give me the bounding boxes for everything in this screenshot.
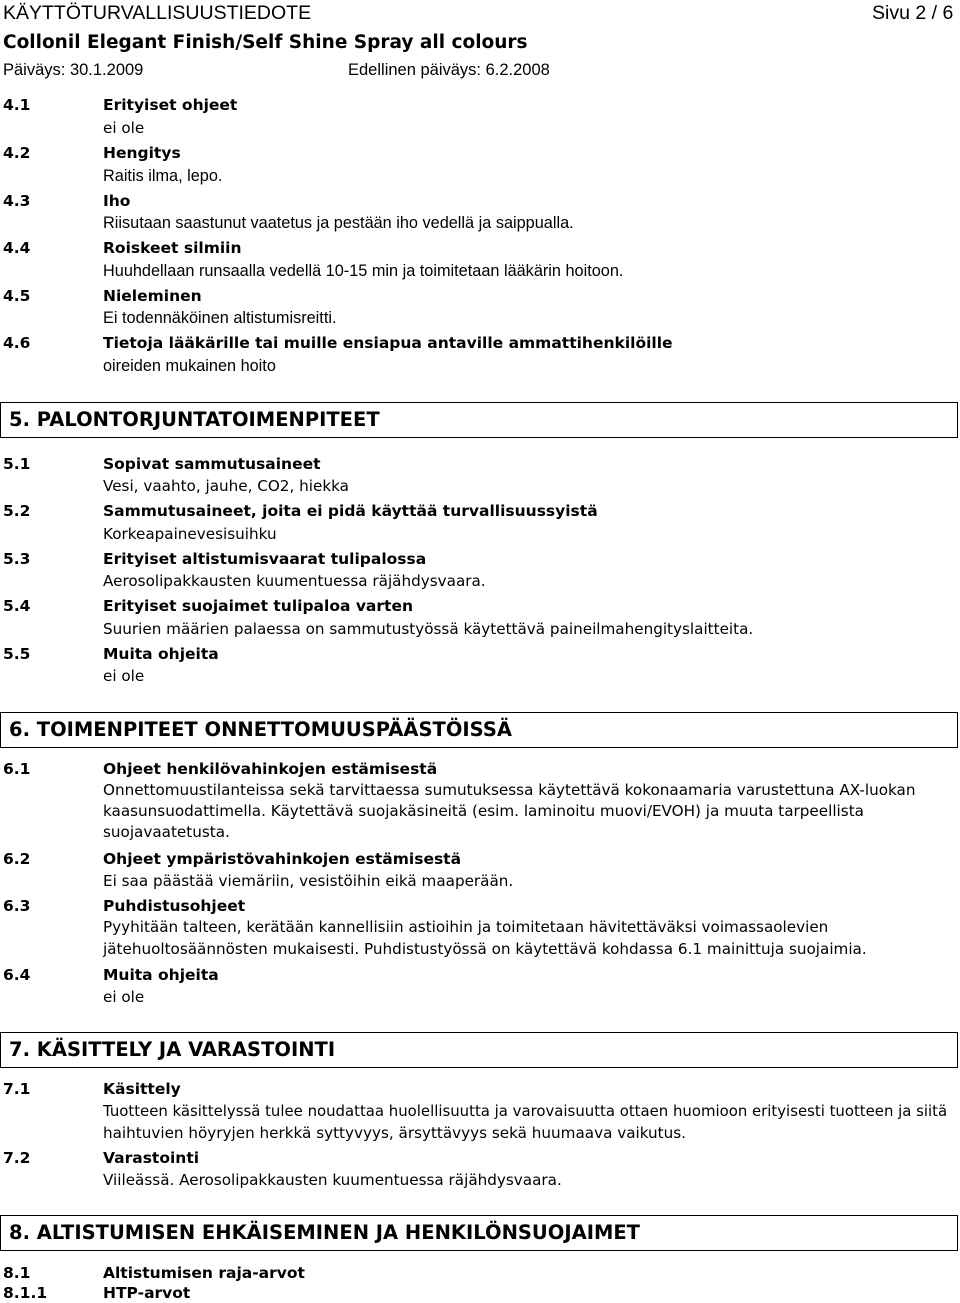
- item-number: 5.5: [3, 645, 31, 663]
- item-text: Suurien määrien palaessa on sammutustyössä käytettävä paineilmahengityslaitteita.: [103, 620, 754, 638]
- item-text: jätehuoltosäännösten mukaisesti. Puhdistustyössä on käytettävä kohdassa 6.1 mainittuja suojaimia.: [103, 940, 867, 958]
- item-text: Aerosolipakkausten kuumentuessa räjähdysvaara.: [103, 572, 486, 590]
- section-6-heading: 6. TOIMENPITEET ONNETTOMUUSPÄÄSTÖISSÄ: [9, 718, 512, 741]
- item-text: ei ole: [103, 119, 145, 137]
- item-number: 6.2: [3, 850, 31, 868]
- page-number: Sivu 2 / 6: [872, 2, 954, 24]
- item-title: Ohjeet ympäristövahinkojen estämisestä: [103, 850, 462, 868]
- section-7-heading: 7. KÄSITTELY JA VARASTOINTI: [9, 1038, 336, 1061]
- item-number: 7.2: [3, 1149, 31, 1167]
- item-text: Korkeapainevesisuihku: [103, 525, 277, 543]
- item-text: Viileässä. Aerosolipakkausten kuumentuessa räjähdysvaara.: [103, 1171, 562, 1189]
- item-number: 8.1.1: [3, 1284, 48, 1302]
- item-text: Huuhdellaan runsaalla vedellä 10-15 min ja toimitetaan lääkärin hoitoon.: [103, 262, 624, 280]
- item-text: kaasunsuodattimella. Käytettävä suojakäsineitä (esim. laminoitu muovi/EVOH) ja muuta tarpeellista: [103, 802, 864, 820]
- item-text: ei ole: [103, 667, 145, 685]
- item-title: Puhdistusohjeet: [103, 897, 246, 915]
- section-5-heading: 5. PALONTORJUNTATOIMENPITEET: [9, 408, 380, 431]
- section-7-heading-band: [0, 1032, 958, 1068]
- item-text: Onnettomuustilanteissa sekä tarvittaessa sumutuksessa käytettävä kokonaamaria varustettuna AX-luokan: [103, 781, 916, 799]
- item-title: HTP-arvot: [103, 1284, 191, 1302]
- product-name: Collonil Elegant Finish/Self Shine Spray all colours: [3, 32, 528, 53]
- section-5-heading-band: [0, 402, 958, 438]
- item-text: ei ole: [103, 988, 145, 1006]
- item-number: 5.3: [3, 550, 31, 568]
- section-8-heading: 8. ALTISTUMISEN EHKÄISEMINEN JA HENKILÖNSUOJAIMET: [9, 1221, 640, 1244]
- section-8-heading-band: [0, 1215, 958, 1251]
- item-text: Tuotteen käsittelyssä tulee noudattaa huolellisuutta ja varovaisuutta ottaen huomioon erityisesti tuotteen ja siitä: [103, 1102, 948, 1120]
- item-title: Sopivat sammutusaineet: [103, 455, 321, 473]
- item-title: Käsittely: [103, 1080, 181, 1098]
- item-number: 6.1: [3, 760, 31, 778]
- item-title: Ohjeet henkilövahinkojen estämisestä: [103, 760, 438, 778]
- item-number: 7.1: [3, 1080, 31, 1098]
- item-text: Pyyhitään talteen, kerätään kannellisiin astioihin ja toimitetaan hävitettäväksi voimassaolevien: [103, 918, 829, 936]
- item-text: oireiden mukainen hoito: [103, 357, 276, 375]
- item-title: Tietoja lääkärille tai muille ensiapua antaville ammattihenkilöille: [103, 334, 673, 352]
- item-number: 5.1: [3, 455, 31, 473]
- item-number: 5.4: [3, 597, 31, 615]
- item-title: Varastointi: [103, 1149, 200, 1167]
- item-title: Roiskeet silmiin: [103, 239, 242, 257]
- item-title: Muita ohjeita: [103, 966, 219, 984]
- section-6-heading-band: [0, 712, 958, 748]
- item-number: 8.1: [3, 1264, 31, 1282]
- item-text: Riisutaan saastunut vaatetus ja pestään iho vedellä ja saippualla.: [103, 214, 574, 232]
- item-title: Erityiset ohjeet: [103, 96, 238, 114]
- item-number: 4.6: [3, 334, 31, 352]
- item-title: Erityiset suojaimet tulipaloa varten: [103, 597, 413, 615]
- item-text: haihtuvien höyryjen herkkä syttyvyys, ärsyttävyys sekä huumaava vaikutus.: [103, 1124, 687, 1142]
- item-title: Sammutusaineet, joita ei pidä käyttää turvallisuussyistä: [103, 502, 598, 520]
- item-title: Hengitys: [103, 144, 181, 162]
- item-number: 4.3: [3, 192, 31, 210]
- item-number: 4.4: [3, 239, 31, 257]
- item-number: 5.2: [3, 502, 31, 520]
- item-number: 4.2: [3, 144, 31, 162]
- item-text: Ei todennäköinen altistumisreitti.: [103, 309, 337, 327]
- item-title: Nieleminen: [103, 287, 202, 305]
- date: Päiväys: 30.1.2009: [3, 61, 144, 79]
- item-title: Erityiset altistumisvaarat tulipalossa: [103, 550, 427, 568]
- item-title: Muita ohjeita: [103, 645, 219, 663]
- item-title: Iho: [103, 192, 131, 210]
- item-text: Raitis ilma, lepo.: [103, 167, 223, 185]
- item-number: 6.3: [3, 897, 31, 915]
- item-number: 4.5: [3, 287, 31, 305]
- item-number: 6.4: [3, 966, 31, 984]
- item-text: Vesi, vaahto, jauhe, CO2, hiekka: [103, 477, 349, 495]
- previous-date: Edellinen päiväys: 6.2.2008: [348, 61, 550, 79]
- item-number: 4.1: [3, 96, 31, 114]
- item-text: Ei saa päästää viemäriin, vesistöihin eikä maaperään.: [103, 872, 514, 890]
- item-title: Altistumisen raja-arvot: [103, 1264, 305, 1282]
- document-type: KÄYTTÖTURVALLISUUSTIEDOTE: [3, 2, 312, 24]
- item-text: suojavaatetusta.: [103, 823, 230, 841]
